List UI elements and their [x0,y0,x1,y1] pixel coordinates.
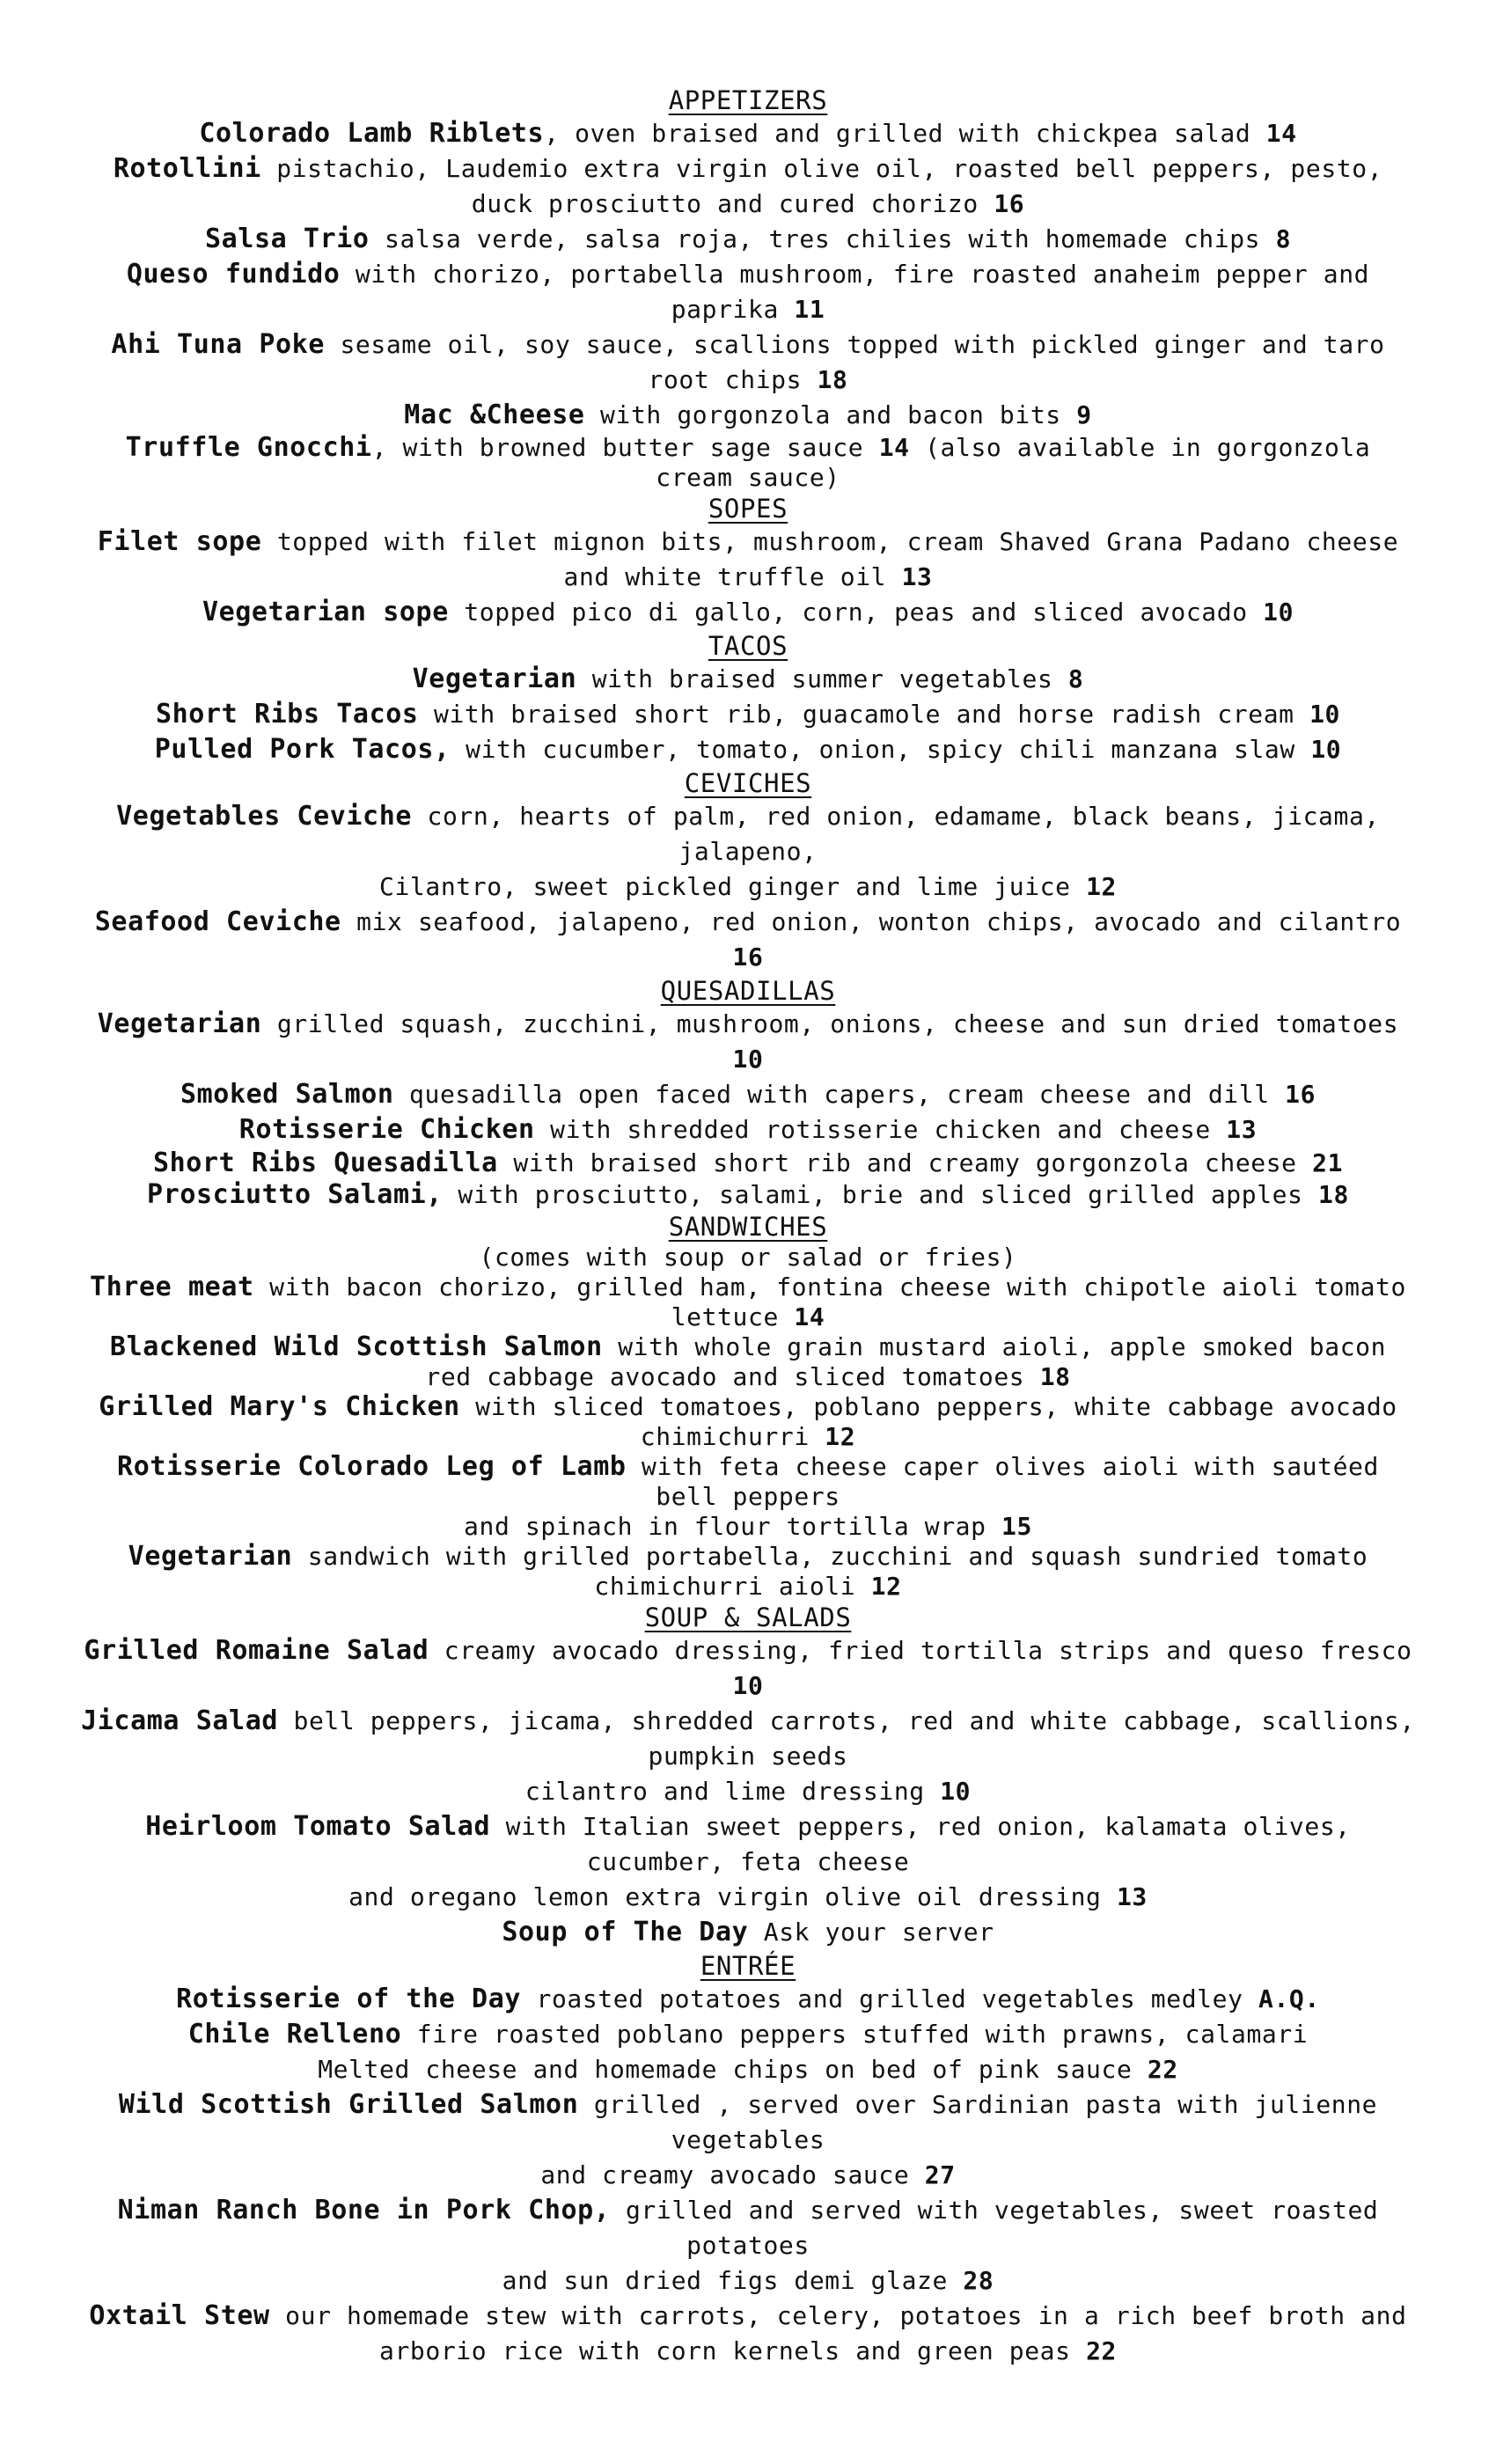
menu-item [81,524,1415,595]
item-name: Rotisserie Chicken [238,1114,535,1145]
item-description: with bacon chorizo, grilled ham, fontina cheese with chipotle aioli tomato lettuce [253,1272,1406,1331]
menu-item [81,1007,1415,1077]
item-price: A.Q. [1258,1984,1320,2013]
item-description: topped pico di gallo, corn, peas and sliced avocado [448,598,1264,627]
item-name: Jicama Salad [81,1705,279,1736]
menu-item [81,799,1415,905]
item-description: with gorgonzola and bacon bits [584,400,1077,429]
item-name: Three meat [90,1272,254,1302]
item-description: with sliced tomatoes, poblano peppers, white cabbage avocado chimichurri [459,1392,1397,1451]
item-price: 27 [924,2160,956,2189]
menu-item [81,1112,1415,1148]
item-name: Vegetarian sope [202,597,449,627]
item-name: Colorado Lamb Riblets [199,118,545,149]
item-price: 22 [1086,2336,1117,2365]
item-name: Filet sope [97,526,262,557]
item-price: 10 [1310,735,1342,764]
menu-item [81,1148,1415,1179]
section-ceviches [81,767,1415,975]
item-description: sandwich with grilled portabella, zucchini and squash sundried tomato chimichurri aioli [292,1542,1368,1601]
section-title: QUESADILLAS [660,976,836,1006]
item-name: Truffle Gnocchi [125,432,372,463]
item-price: 9 [1076,400,1092,429]
item-name: Seafood Ceviche [94,906,341,937]
item-description-continued: cilantro and lime dressing [524,1777,941,1806]
item-description-continued: and spinach in flour tortilla wrap [464,1512,1002,1541]
item-name: Vegetarian [128,1541,293,1572]
item-description: pistachio, Laudemio extra virgin olive oil, roasted bell peppers, pesto, duck prosciutto and cured chorizo [260,154,1383,218]
menu-item [81,1392,1415,1452]
item-description: with shredded rotisserie chicken and cheese [534,1115,1227,1144]
item-price: 21 [1312,1148,1344,1177]
item-description-continued: and creamy avocado sauce [540,2160,925,2189]
item-price: 14 [794,1302,825,1331]
menu-item [81,732,1415,767]
menu-item [81,433,1415,493]
item-description: , with browned butter sage sauce [371,433,879,462]
section-entree [81,1950,1415,2369]
item-name: Smoked Salmon [180,1079,394,1110]
item-description: with chorizo, portabella mushroom, fire roasted anaheim pepper and paprika [340,260,1370,324]
item-price: 18 [1318,1180,1349,1209]
item-price: 14 [878,433,910,462]
item-description: with braised short rib, guacamole and horse radish cream [418,700,1310,729]
item-price: 16 [732,942,764,972]
item-price: 10 [732,1045,764,1074]
item-price: 10 [1263,598,1294,627]
section-title: SANDWICHES [668,1212,828,1242]
item-price: 13 [901,562,933,591]
item-description-continued: Melted cheese and homemade chips on bed of pink sauce [318,2055,1148,2084]
item-name: Niman Ranch Bone in Pork Chop, [117,2195,611,2226]
item-description: salsa verde, salsa roja, tres chilies with homemade chips [369,224,1276,253]
item-price: 13 [1226,1115,1258,1144]
item-price: 8 [1275,224,1292,253]
menu-item [81,327,1415,398]
item-description: our homemade stew with carrots, celery, potatoes in a rich beef broth and arborio rice with corn kernels and green peas [269,2301,1407,2365]
item-name: Prosciutto Salami, [147,1179,443,1210]
menu-item [81,1077,1415,1112]
item-description: with prosciutto, salami, brie and sliced grilled apples [442,1180,1319,1209]
item-name: Mac &Cheese [404,400,585,430]
item-name: Oxtail Stew [89,2300,270,2331]
item-name: Wild Scottish Grilled Salmon [118,2089,579,2120]
item-price: 12 [825,1422,856,1451]
section-soup-salads [81,1602,1415,1950]
item-note: (also available in gorgonzola cream sauce) [656,433,1371,492]
item-price: 18 [817,365,848,394]
item-description: topped with filet mignon bits, mushroom, cream Shaved Grana Padano cheese and white truffle oil [261,527,1399,591]
item-price: 18 [1039,1362,1071,1391]
item-price: 14 [1265,119,1297,148]
item-price: 12 [1086,872,1117,901]
item-price: 10 [1309,700,1341,729]
menu-item [81,1332,1415,1392]
item-description: corn, hearts of palm, red onion, edamame, black beans, jicama, jalapeno, [412,802,1380,866]
menu-item [81,1704,1415,1809]
item-name: Short Ribs Tacos [155,699,419,730]
item-description: grilled , served over Sardinian pasta with julienne vegetables [578,2090,1378,2154]
item-name: Salsa Trio [204,224,370,254]
menu-item [81,151,1415,222]
item-description-continued: and oregano lemon extra virgin olive oil dressing [348,1882,1117,1911]
item-name: Blackened Wild Scottish Salmon [109,1331,603,1362]
item-price: 11 [794,295,825,324]
item-description: creamy avocado dressing, fried tortilla strips and queso fresco [429,1636,1412,1665]
menu-item [81,905,1415,975]
item-description-continued: and sun dried figs demi glaze [502,2266,964,2295]
section-tacos [81,630,1415,767]
menu-item [81,1179,1415,1211]
menu-item [81,1809,1415,1915]
item-name: Vegetables Ceviche [116,801,413,832]
menu-item [81,1542,1415,1602]
item-name: Rotisserie of the Day [176,1984,522,2014]
item-name: Grilled Romaine Salad [84,1635,429,1666]
menu-item [81,1633,1415,1704]
menu-item [81,222,1415,257]
menu-item [81,1272,1415,1332]
item-description: , oven braised and grilled with chickpea salad [544,119,1266,148]
section-appetizers [81,84,1415,493]
item-name: Heirloom Tomato Salad [145,1811,491,1842]
menu-item [81,257,1415,327]
item-description: Ask your server [748,1918,994,1947]
section-title: SOPES [708,494,788,524]
item-name: Rotisserie Colorado Leg of Lamb [117,1451,627,1482]
item-price: 13 [1116,1882,1148,1911]
item-description: with Italian sweet peppers, red onion, kalamata olives, cucumber, feta cheese [490,1812,1351,1876]
item-name: Short Ribs Quesadilla [152,1148,498,1178]
menu-item [81,2193,1415,2299]
item-name: Vegetarian [97,1008,262,1039]
menu-page [81,84,1415,2369]
section-sandwiches [81,1211,1415,1602]
item-description: mix seafood, jalapeno, red onion, wonton chips, avocado and cilantro [341,907,1402,936]
item-name: Grilled Mary's Chicken [99,1391,460,1422]
item-description: roasted potatoes and grilled vegetables medley [521,1984,1259,2013]
item-name: Ahi Tuna Poke [111,329,326,360]
menu-item [81,1915,1415,1950]
menu-item [81,116,1415,151]
item-price: 15 [1001,1512,1032,1541]
item-name: Soup of The Day [502,1917,749,1947]
item-description: grilled squash, zucchini, mushroom, onions, cheese and sun dried tomatoes [261,1009,1399,1038]
section-title: SOUP & SALADS [644,1602,852,1632]
item-price: 8 [1067,664,1084,693]
section-title: CEVICHES [684,768,812,798]
menu-item [81,398,1415,433]
section-sopes [81,493,1415,630]
item-name: Pulled Pork Tacos, [154,734,451,765]
menu-item [81,2087,1415,2193]
section-note: (comes with soup or salad or fries) [479,1243,1017,1272]
item-price: 12 [870,1572,902,1601]
item-description-continued: Cilantro, sweet pickled ginger and lime juice [379,872,1087,901]
item-description: grilled and served with vegetables, sweet roasted potatoes [610,2196,1379,2260]
section-title: ENTRÉE [700,1951,796,1981]
section-title: TACOS [708,631,788,661]
item-description: with braised short rib and creamy gorgonzola cheese [497,1148,1313,1177]
menu-item [81,1452,1415,1542]
menu-item [81,697,1415,732]
section-quesadillas [81,975,1415,1211]
item-description: with braised summer vegetables [576,664,1068,693]
item-description: with cucumber, tomato, onion, spicy chili manzana slaw [450,735,1311,764]
item-description: with whole grain mustard aioli, apple smoked bacon red cabbage avocado and sliced tomatoes [425,1332,1387,1391]
item-price: 10 [732,1671,764,1700]
item-price: 16 [1285,1080,1316,1109]
item-price: 22 [1147,2055,1178,2084]
item-description: bell peppers, jicama, shredded carrots, red and white cabbage, scallions, pumpkin seeds [278,1706,1415,1771]
item-price: 28 [963,2266,994,2295]
item-description: quesadilla open faced with capers, cream cheese and dill [393,1080,1286,1109]
item-price: 10 [940,1777,972,1806]
menu-item [81,1982,1415,2017]
item-description: with feta cheese caper olives aioli with sautéed bell peppers [626,1452,1379,1511]
menu-item [81,595,1415,630]
section-title: APPETIZERS [668,85,828,115]
item-description: sesame oil, soy sauce, scallions topped with pickled ginger and taro root chips [325,330,1385,394]
item-description: fire roasted poblano peppers stuffed with prawns, calamari [401,2020,1309,2049]
item-name: Rotollini [113,153,261,184]
item-price: 16 [994,189,1025,218]
menu-item [81,662,1415,697]
item-name: Vegetarian [412,664,577,694]
menu-item [81,2299,1415,2369]
item-name: Queso fundido [126,259,341,290]
item-name: Chile Relleno [187,2019,402,2050]
menu-item [81,2017,1415,2087]
